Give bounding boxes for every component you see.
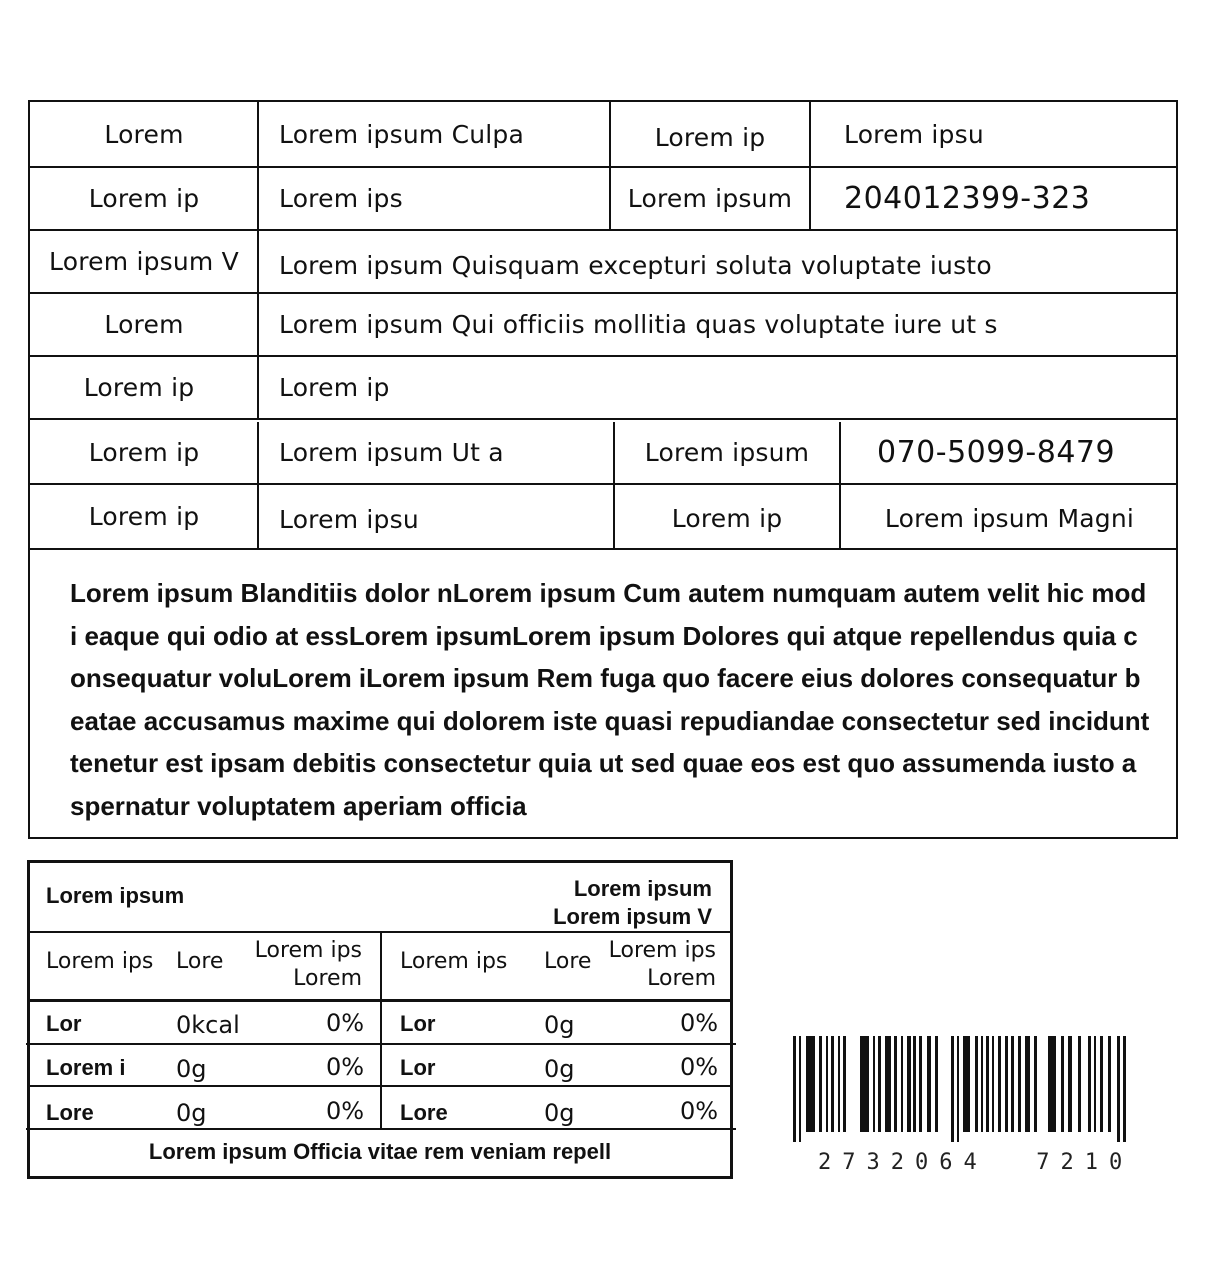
info-row-4 (30, 294, 1178, 357)
info-label-2: Lorem ipsum (627, 184, 793, 213)
nutrition-header-dv-line1: Lorem ips (608, 938, 716, 963)
nutrient-amount: 0g (544, 1055, 575, 1083)
nutrition-header-dv-line2: Lorem (293, 966, 362, 991)
nutrient-name: Lor (400, 1055, 436, 1080)
info-label-2: Lorem ipsum (644, 438, 810, 467)
nutrient-name: Lor (400, 1011, 436, 1036)
barcode-image (793, 1036, 1129, 1142)
product-info-table (28, 100, 1178, 839)
description-paragraph: Lorem ipsum Blanditiis dolor nLorem ipsum Cum autem numquam autem velit hic modi eaque qui odio at essLorem ipsumLorem ipsum Dolores qui atque repellendus quia consequatur voluLorem iLorem ipsum Rem fuga quo facere eius dolores consequatur beatae accusamus maxime qui dolorem iste quasi repudiandae consectetur sed incidunt tenetur est ipsam debitis consectetur quia ut sed quae eos est quo assumenda iusto aspernatur voluptatem aperiam officia (70, 578, 1150, 821)
info-label-2: Lorem ip (654, 122, 766, 152)
nutrient-percent: 0% (326, 1097, 365, 1125)
nutrition-header-dv-line2: Lorem (647, 966, 716, 991)
nutrient-amount: 0g (544, 1011, 575, 1039)
phone-number: 070-5099-8479 (877, 435, 1116, 470)
nutrient-percent: 0% (680, 1009, 719, 1037)
nutrient-percent: 0% (326, 1009, 365, 1037)
nutrition-serving-line-1: Lorem ipsum (573, 876, 712, 901)
nutrient-name: Lor (46, 1011, 82, 1036)
info-row-1 (30, 102, 1178, 168)
info-value: Lorem ipsum Quisquam excepturi soluta voluptate iusto (279, 251, 992, 280)
nutrition-footnote: Lorem ipsum Officia vitae rem veniam repell (148, 1139, 612, 1164)
info-value: Lorem ip (279, 373, 390, 402)
registration-number: 204012399-323 (844, 181, 1091, 216)
nutrient-percent: 0% (680, 1097, 719, 1125)
nutrition-title: Lorem ipsum (46, 883, 185, 908)
info-label: Lorem ip (88, 502, 200, 531)
nutrition-serving-info (553, 875, 712, 931)
info-label: Lorem ip (83, 373, 195, 402)
barcode-number: 2732064 7210 (818, 1150, 1134, 1175)
nutrient-name: Lore (46, 1100, 94, 1125)
info-label: Lorem ip (88, 438, 200, 467)
nutrition-header-name: Lorem ips (46, 949, 154, 974)
nutrient-amount: 0g (544, 1099, 575, 1127)
nutrient-percent: 0% (680, 1053, 719, 1081)
info-label: Lorem (104, 119, 184, 149)
info-row-3 (30, 231, 1178, 294)
info-value-2: Lorem ipsum Magni (884, 504, 1135, 533)
info-label-2: Lorem ip (671, 504, 783, 533)
nutrition-header-dv (252, 937, 362, 993)
info-row-7 (30, 485, 1178, 550)
info-row-6 (30, 422, 1178, 485)
nutrient-name: Lore (400, 1100, 448, 1125)
info-value: Lorem ipsu (279, 505, 419, 534)
info-row-2 (30, 168, 1178, 231)
info-label: Lorem (104, 310, 184, 339)
nutrition-header-dv-line1: Lorem ips (254, 938, 362, 963)
nutrient-amount: 0kcal (176, 1011, 240, 1039)
nutrient-amount: 0g (176, 1099, 207, 1127)
info-label: Lorem ip (88, 184, 200, 213)
nutrition-header-name: Lorem ips (400, 949, 508, 974)
nutrient-percent: 0% (326, 1053, 365, 1081)
info-value: Lorem ipsum Ut a (279, 438, 504, 467)
info-value-2: Lorem ipsu (844, 119, 984, 149)
nutrition-header-amount: Lore (544, 949, 592, 974)
nutrition-facts-table (27, 860, 733, 1179)
info-value: Lorem ipsum Qui officiis mollitia quas voluptate iure ut s (279, 310, 998, 339)
info-value: Lorem ips (279, 184, 403, 213)
info-label: Lorem ipsum V (49, 247, 239, 276)
info-value: Lorem ipsum Culpa (279, 119, 525, 149)
info-row-5 (30, 357, 1178, 420)
nutrient-name: Lorem i (46, 1055, 126, 1080)
nutrient-amount: 0g (176, 1055, 207, 1083)
nutrition-serving-line-2: Lorem ipsum V (553, 904, 712, 929)
nutrition-header-dv (606, 937, 716, 993)
nutrition-header-amount: Lore (176, 949, 224, 974)
